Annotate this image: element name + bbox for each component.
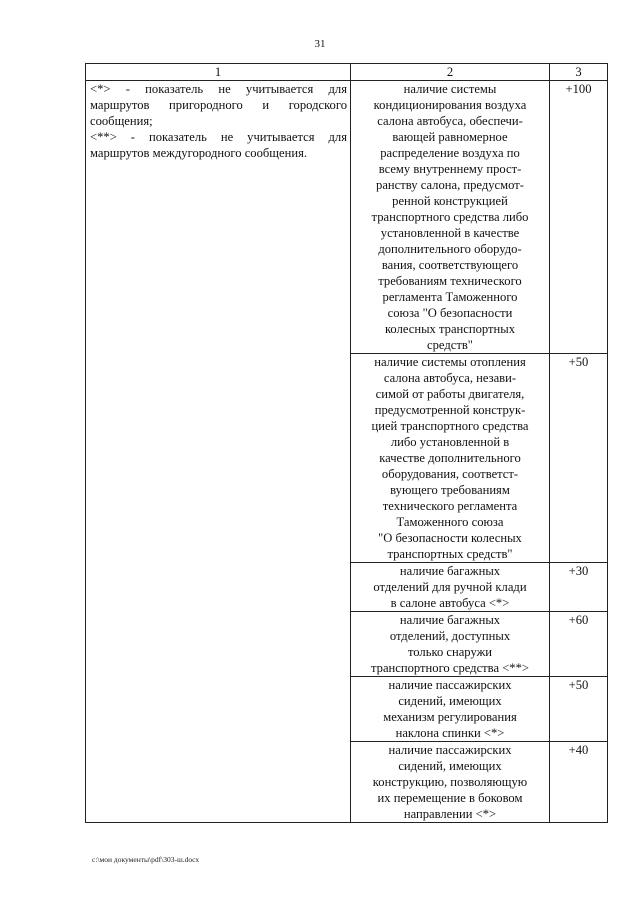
criterion-cell xyxy=(351,354,550,563)
score-cell: +50 xyxy=(550,677,608,742)
criterion-line: цией транспортного средства xyxy=(371,419,529,433)
criterion-line: салона автобуса, обеспечи- xyxy=(377,114,523,128)
criterion-line: ранству салона, предусмот- xyxy=(376,178,524,192)
column-header-3: 3 xyxy=(550,64,608,81)
criterion-line: оборудования, соответст- xyxy=(381,467,519,481)
criterion-line: качестве дополнительного xyxy=(379,451,521,465)
criterion-line: средств" xyxy=(427,338,473,352)
criterion-line: только снаружи xyxy=(407,645,493,659)
criterion-line: союза "О безопасности xyxy=(387,306,513,320)
criterion-line: механизм регулирования xyxy=(383,710,517,724)
criterion-line: технического регламента xyxy=(382,499,518,513)
footnote: <*> - показатель не учитывается для маршрутов пригородного и городского сообщения; xyxy=(90,82,347,128)
table-header-row xyxy=(86,64,608,81)
criterion-cell xyxy=(351,81,550,354)
criterion-line: вующего требованиям xyxy=(390,483,510,497)
criterion-line: их перемещение в боковом xyxy=(377,791,523,805)
criterion-cell xyxy=(351,563,550,612)
criterion-line: установленной в качестве xyxy=(380,226,520,240)
criteria-table xyxy=(85,63,608,823)
criterion-line: требованиям технического xyxy=(378,274,522,288)
criterion-line: направлении <*> xyxy=(403,807,497,821)
criterion-line: транспортного средства <**> xyxy=(370,661,529,675)
criterion-line: либо установленной в xyxy=(390,435,510,449)
criterion-line: регламента Таможенного xyxy=(382,290,518,304)
footnotes-cell xyxy=(86,81,351,823)
criterion-line: транспортного средства либо xyxy=(371,210,529,224)
table-row xyxy=(86,81,608,354)
score-cell: +100 xyxy=(550,81,608,354)
criterion-line: сидений, имеющих xyxy=(398,759,502,773)
criterion-line: наличие системы отопления xyxy=(374,355,526,369)
footer-file-path: c:\мои документы\pdf\303-ш.docx xyxy=(92,855,200,864)
criterion-line: наличие багажных xyxy=(399,613,501,627)
score-cell: +60 xyxy=(550,612,608,677)
criterion-line: наличие багажных xyxy=(399,564,501,578)
criterion-line: конструкцию, позволяющую xyxy=(372,775,528,789)
criterion-line: кондиционирования воздуха xyxy=(373,98,527,112)
criterion-line: Таможенного союза xyxy=(396,515,504,529)
criterion-line: колесных транспортных xyxy=(384,322,516,336)
column-header-1: 1 xyxy=(86,64,351,81)
criterion-line: дополнительного оборудо- xyxy=(378,242,522,256)
criterion-line: наличие системы xyxy=(403,82,497,96)
score-cell: +50 xyxy=(550,354,608,563)
criterion-line: ренной конструкцией xyxy=(392,194,508,208)
criterion-line: отделений, доступных xyxy=(389,629,511,643)
criterion-line: сидений, имеющих xyxy=(398,694,502,708)
criterion-line: распределение воздуха по xyxy=(380,146,520,160)
criterion-cell xyxy=(351,677,550,742)
criterion-line: вающей равномерное xyxy=(392,130,508,144)
criterion-line: наличие пассажирских xyxy=(388,678,512,692)
criterion-line: симой от работы двигателя, xyxy=(375,387,525,401)
criterion-line: предусмотренной конструк- xyxy=(374,403,526,417)
column-header-2: 2 xyxy=(351,64,550,81)
criterion-line: транспортных средств" xyxy=(387,547,513,561)
criterion-line: "О безопасности колесных xyxy=(378,531,522,545)
criterion-line: всему внутреннему прост- xyxy=(378,162,522,176)
page-number: 31 xyxy=(314,38,326,50)
criterion-line: в салоне автобуса <*> xyxy=(390,596,510,610)
criterion-cell xyxy=(351,612,550,677)
footnote: <**> - показатель не учитывается для маршрутов междугородного сообщения. xyxy=(90,130,347,160)
criterion-line: наклона спинки <*> xyxy=(395,726,505,740)
criterion-line: вания, соответствующего xyxy=(381,258,519,272)
criterion-line: салона автобуса, незави- xyxy=(383,371,517,385)
criterion-line: отделений для ручной клади xyxy=(373,580,527,594)
criterion-cell xyxy=(351,742,550,823)
criterion-line: наличие пассажирских xyxy=(388,743,512,757)
score-cell: +40 xyxy=(550,742,608,823)
score-cell: +30 xyxy=(550,563,608,612)
